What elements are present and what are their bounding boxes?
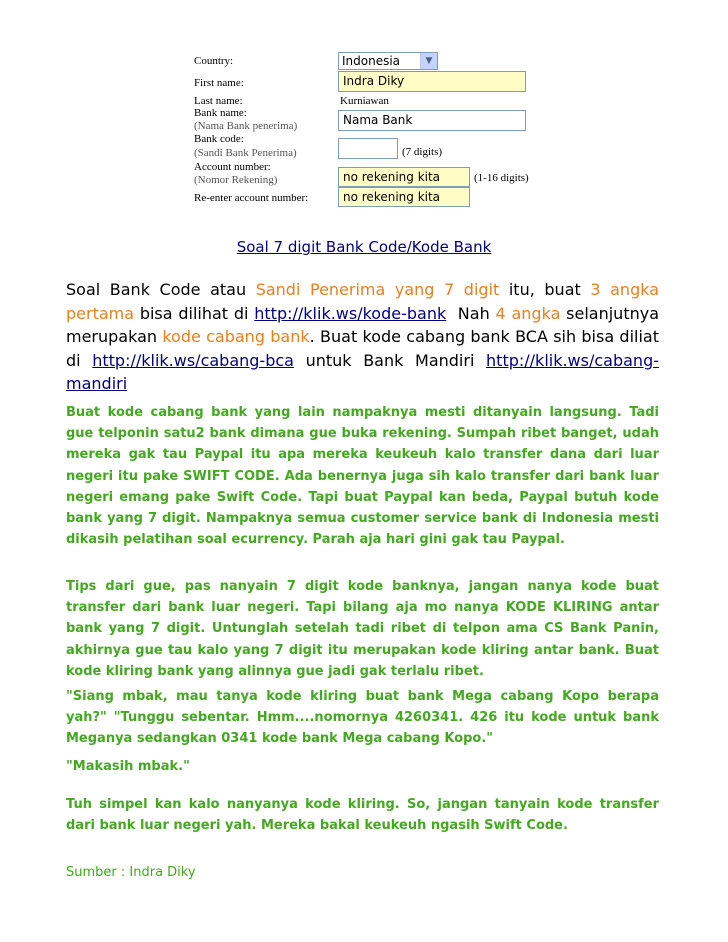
paragraph-2: Tips dari gue, pas nanyain 7 digit kode banknya, jangan nanya kode buat transfer dari bank luar negeri. Tapi bilang aja mo nanya KODE KLIRING antar bank yang 7 digit. Untunglah setelah tadi ribet di telpon ama CS Bank Panin, akhirnya gue tau kalo yang 7 digit itu merupakan kode kliring antar bank. Buat kode kliring bank yang alinnya gue jadi gak terlalu ribet. — [66, 579, 659, 679]
bank-name-sublabel: (Nama Bank penerima) — [194, 120, 298, 132]
intro-highlight-4-angka: 4 angka — [495, 303, 561, 323]
country-select-value: Indonesia — [342, 54, 401, 68]
bank-form-screenshot — [0, 0, 728, 215]
article-title[interactable]: Soal 7 digit Bank Code/Kode Bank — [236, 238, 492, 256]
bank-code-hint: (7 digits) — [402, 146, 443, 158]
intro-text-6: . Buat kode cabang bank BCA sih bisa diliat di — [66, 327, 660, 370]
intro-text-5: selanjutnya merupakan — [66, 303, 660, 347]
intro-text-1: Soal Bank Code atau — [66, 280, 256, 299]
intro-text-4: Nah — [446, 303, 496, 323]
source-credit: Sumber : Indra Diky — [66, 865, 196, 880]
intro-paragraph — [66, 278, 659, 396]
intro-highlight-sandi: Sandi Penerima yang 7 digit — [255, 280, 500, 299]
first-name-label: First name: — [194, 77, 244, 89]
reenter-account-value: no rekening kita — [343, 190, 441, 204]
reenter-account-input[interactable] — [338, 187, 470, 207]
intro-text-3: bisa dilihat di — [134, 303, 255, 323]
reenter-account-label: Re-enter account number: — [194, 192, 309, 204]
bank-name-input[interactable] — [338, 110, 526, 131]
bank-name-label: Bank name: — [194, 107, 247, 119]
link-kode-bank[interactable]: http://klik.ws/kode-bank — [254, 303, 447, 323]
intro-text-7: untuk Bank Mandiri — [293, 350, 487, 370]
paragraph-3: "Siang mbak, mau tanya kode kliring buat bank Mega cabang Kopo berapa yah?" "Tunggu sebentar. Hmm....nomornya 4260341. 426 itu kode untuk bank Meganya sedangkan 0341 kode bank Mega cabang Kopo." — [66, 689, 659, 747]
bank-code-sublabel: (Sandi Bank Penerima) — [194, 147, 297, 159]
account-number-value: no rekening kita — [343, 170, 441, 184]
link-cabang-bca[interactable]: http://klik.ws/cabang-bca — [92, 350, 294, 370]
paragraph-1: Buat kode cabang bank yang lain nampaknya mesti ditanyain langsung. Tadi gue telponin satu2 bank dimana gue buka rekening. Sumpah ribet banget, udah mereka gak tau Paypal itu apa mereka keukeuh kalo transfer dana dari luar negeri itu pake SWIFT CODE. Ada benernya juga sih kalo transfer dari bank luar negeri emang pake Swift Code. Tapi buat Paypal kan beda, Paypal butuh kode bank yang 7 digit. Nampaknya semua customer service bank di Indonesia mesti dikasih pelatihan soal ecurrency. Parah aja hari gini gak tau Paypal. — [66, 405, 659, 548]
intro-text-2: itu, buat — [499, 280, 591, 299]
account-number-hint: (1-16 digits) — [474, 172, 529, 184]
last-name-value: Kurniawan — [340, 95, 389, 107]
account-number-input[interactable] — [338, 167, 470, 187]
bank-name-value: Nama Bank — [343, 113, 413, 127]
intro-highlight-kode-cabang: kode cabang bank — [162, 327, 310, 347]
country-label: Country: — [194, 55, 234, 67]
last-name-label: Last name: — [194, 95, 243, 107]
intro-highlight-3-angka: 3 angka pertama — [66, 280, 660, 323]
bank-code-label: Bank code: — [194, 133, 244, 145]
first-name-value: Indra Diky — [343, 74, 405, 88]
bank-code-input[interactable] — [338, 138, 398, 159]
account-number-sublabel: (Nomor Rekening) — [194, 174, 278, 186]
chevron-down-icon[interactable]: ▼ — [420, 53, 437, 69]
paragraph-5: Tuh simpel kan kalo nanyanya kode kliring. So, jangan tanyain kode transfer dari bank luar negeri yah. Mereka bakal keukeuh ngasih Swift Code. — [66, 797, 659, 834]
paragraph-4: "Makasih mbak." — [66, 759, 190, 774]
first-name-input[interactable] — [338, 71, 526, 92]
country-select[interactable] — [338, 52, 438, 70]
account-number-label: Account number: — [194, 161, 271, 173]
link-cabang-mandiri[interactable]: http://klik.ws/cabang-mandiri — [66, 350, 659, 394]
